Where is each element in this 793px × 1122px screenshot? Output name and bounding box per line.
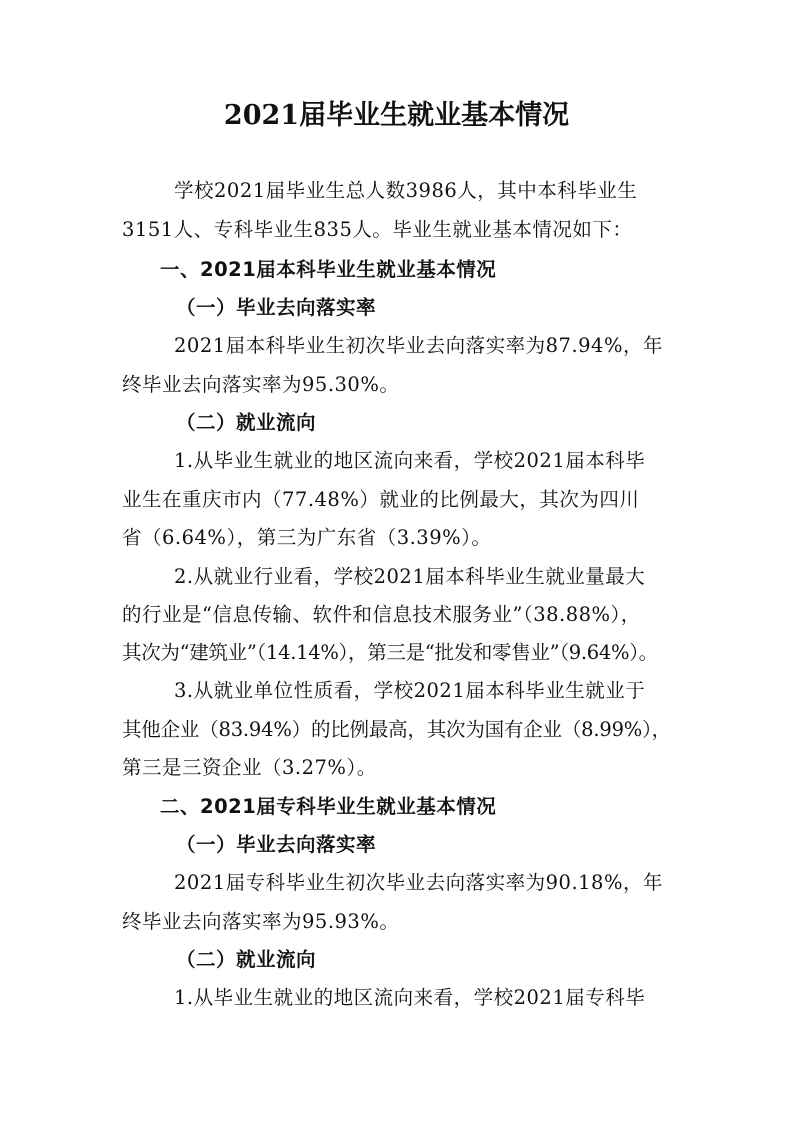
- page-title: 2021届毕业生就业基本情况: [223, 100, 570, 131]
- section2-heading: 二、2021届专科毕业生就业基本情况: [160, 795, 497, 818]
- section1-sub1-line-2: 终毕业去向落实率为95.30%。: [122, 373, 400, 396]
- section1-heading: 一、2021届本科毕业生就业基本情况: [160, 258, 497, 281]
- section1-p2-line-2: 的行业是“信息传输、软件和信息技术服务业”（38.88%），: [122, 603, 641, 626]
- section1-p3-line-3: 第三是三资企业（3.27%）。: [122, 756, 377, 779]
- intro-line-1: 学校2021届毕业生总人数3986人，其中本科毕业生: [174, 179, 638, 202]
- section1-sub2-heading: （二）就业流向: [176, 411, 317, 434]
- section1-sub1-line-1: 2021届本科毕业生初次毕业去向落实率为87.94%，年: [174, 334, 663, 357]
- intro-line-2: 3151人、专科毕业生835人。毕业生就业基本情况如下：: [122, 218, 633, 241]
- section1-p2-line-1: 2.从就业行业看，学校2021届本科毕业生就业量最大: [174, 565, 646, 588]
- section2-sub1-line-2: 终毕业去向落实率为95.93%。: [122, 910, 400, 933]
- section2-p1-line-1: 1.从毕业生就业的地区流向来看，学校2021届专科毕: [174, 986, 646, 1009]
- section1-p3-line-2: 其他企业（83.94%）的比例最高，其次为国有企业（8.99%），: [122, 718, 671, 741]
- section1-p1-line-1: 1.从毕业生就业的地区流向来看，学校2021届本科毕: [174, 449, 646, 472]
- section1-sub1-heading: （一）毕业去向落实率: [176, 296, 377, 319]
- section2-sub1-line-1: 2021届专科毕业生初次毕业去向落实率为90.18%，年: [174, 871, 663, 894]
- section1-p1-line-2: 业生在重庆市内（77.48%）就业的比例最大，其次为四川: [122, 488, 640, 511]
- section2-sub1-heading: （一）毕业去向落实率: [176, 833, 377, 856]
- section2-sub2-heading: （二）就业流向: [176, 948, 317, 971]
- section1-p3-line-1: 3.从就业单位性质看，学校2021届本科毕业生就业于: [174, 679, 646, 702]
- section1-p2-line-3: 其次为“建筑业”（14.14%），第三是“批发和零售业”（9.64%）。: [122, 641, 658, 664]
- section1-p1-line-3: 省（6.64%），第三为广东省（3.39%）。: [122, 526, 492, 549]
